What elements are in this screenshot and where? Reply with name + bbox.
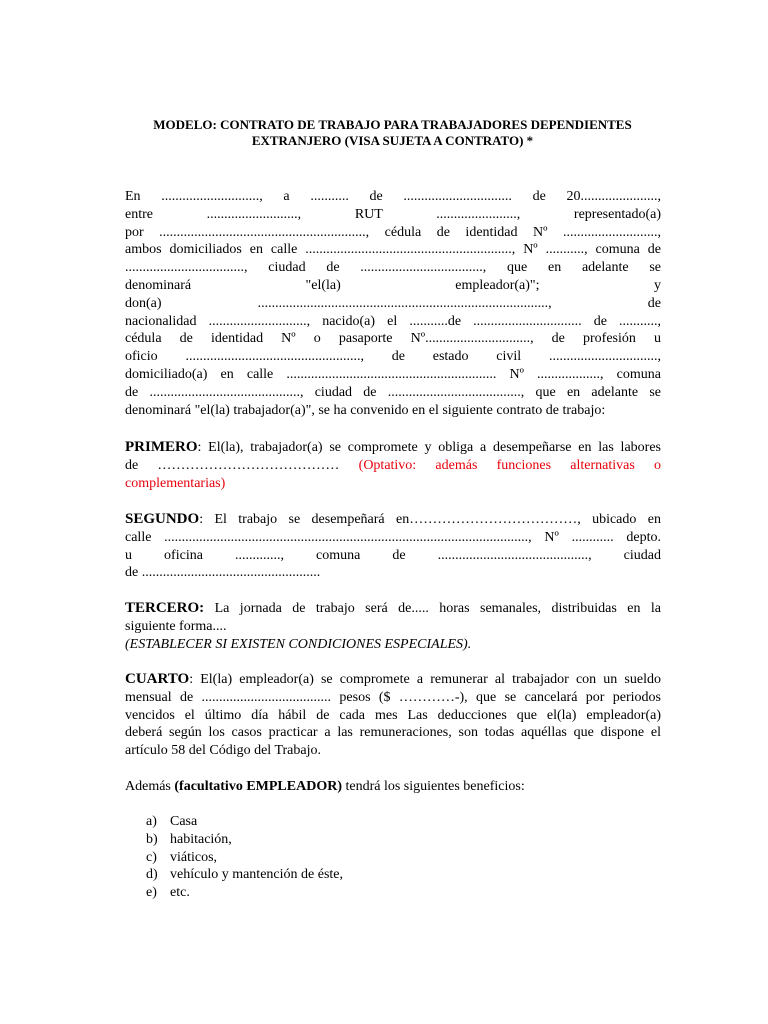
list-item [146, 849, 343, 867]
intro-line: ambos domiciliados en calle ..........................................................., Nº ..........., comuna de [125, 242, 661, 258]
clause-text: vencidos el último día hábil de cada mes Las deducciones que el(la) empleador(a) [125, 707, 661, 723]
benefits-intro [125, 778, 661, 796]
intro-last-line: denominará "el(la) trabajador(a)", se ha convenido en el siguiente contrato de trabajo: [125, 402, 606, 418]
list-item-text: etc. [170, 885, 190, 901]
intro-line: oficio .................................................., de estado civil ..............................., [125, 349, 661, 365]
clause-text: u oficina ............., comuna de ..........................................., ciudad [125, 547, 661, 563]
clause-text: deberá según los casos practicar a las remuneraciones, son todas aquéllas que dispone el [125, 725, 661, 741]
clause-note: (ESTABLECER SI EXISTEN CONDICIONES ESPECIALES). [125, 636, 472, 652]
benefits-intro-text: tendrá los siguientes beneficios: [341, 779, 525, 794]
clause-primero [125, 439, 661, 492]
clause-text: La jornada de trabajo será de..... horas semanales, distribuidas en la [204, 601, 661, 616]
clause-tercero [125, 600, 661, 653]
clause-text: : El trabajo se desempeñará en………………………………, ubicado en [199, 512, 661, 527]
intro-line: nacionalidad ............................, nacido(a) el ...........de ............................... de ..........., [125, 313, 661, 329]
title-line-1: MODELO: CONTRATO DE TRABAJO PARA TRABAJADORES DEPENDIENTES [153, 117, 632, 132]
list-marker: c) [146, 849, 157, 865]
clause-text: calle ........................................................................................................, Nº ............ depto. [125, 529, 661, 545]
clause-label: PRIMERO [125, 439, 198, 455]
clause-text: siguiente forma.... [125, 618, 227, 634]
clause-text: : El(la), trabajador(a) se compromete y obliga a desempeñarse en las labores [197, 440, 661, 455]
clause-label: CUARTO [125, 671, 190, 687]
list-item [146, 831, 343, 849]
list-item-text: Casa [170, 814, 198, 829]
optional-note: (Optativo: además funciones alternativas o [358, 457, 661, 473]
intro-line: En ............................, a ........... de ............................... de 20......................, [125, 189, 661, 204]
intro-line: domiciliado(a) en calle ............................................................ Nº .................., comuna [125, 366, 661, 382]
list-item-text: viáticos, [170, 849, 218, 865]
clause-cuarto [125, 671, 661, 760]
intro-line: de ..........................................., ciudad de ......................................, que en adelante se [125, 384, 661, 400]
title-line-2: EXTRANJERO (VISA SUJETA A CONTRATO) * [251, 133, 534, 148]
list-item [146, 813, 343, 831]
clause-text: artículo 58 del Código del Trabajo. [125, 743, 321, 759]
intro-line: don(a) ..................................................................................., de [125, 295, 661, 311]
clause-text: de ………………………………… [125, 457, 340, 473]
list-item-text: habitación, [170, 831, 232, 847]
clause-text: de ................................................... [125, 565, 321, 581]
clause-label: SEGUNDO [125, 511, 200, 527]
benefits-intro-text: Además [125, 779, 175, 794]
list-marker: a) [146, 814, 157, 829]
list-marker: b) [146, 831, 158, 847]
intro-line: cédula de identidad Nº o pasaporte Nº.............................., de profesión u [125, 331, 661, 347]
intro-line: por ..........................................................., cédula de identidad Nº ..........................., [125, 224, 661, 240]
optional-note: complementarias) [125, 475, 226, 491]
list-marker: d) [146, 867, 158, 883]
clause-segundo [125, 511, 661, 582]
benefits-intro-bold: (facultativo EMPLEADOR) [174, 779, 342, 794]
intro-paragraph [125, 188, 661, 419]
list-marker: e) [146, 885, 157, 901]
intro-line: entre .........................., RUT ......................., representado(a) [125, 206, 661, 222]
intro-line: .................................., ciudad de ..................................., que en adelante se [125, 260, 661, 276]
clause-label: TERCERO: [125, 600, 205, 616]
list-item-text: vehículo y mantención de éste, [170, 867, 343, 883]
list-item [146, 866, 343, 884]
benefits-list [146, 813, 343, 902]
intro-line: denominará "el(la) empleador(a)"; y [125, 277, 661, 293]
clause-text: : El(la) empleador(a) se compromete a remunerar al trabajador con un sueldo [189, 672, 661, 687]
list-item [146, 884, 343, 902]
document-title [125, 117, 660, 149]
clause-text: mensual de ..................................... pesos ($ …………-), que se cancelará por periodos [125, 689, 661, 705]
